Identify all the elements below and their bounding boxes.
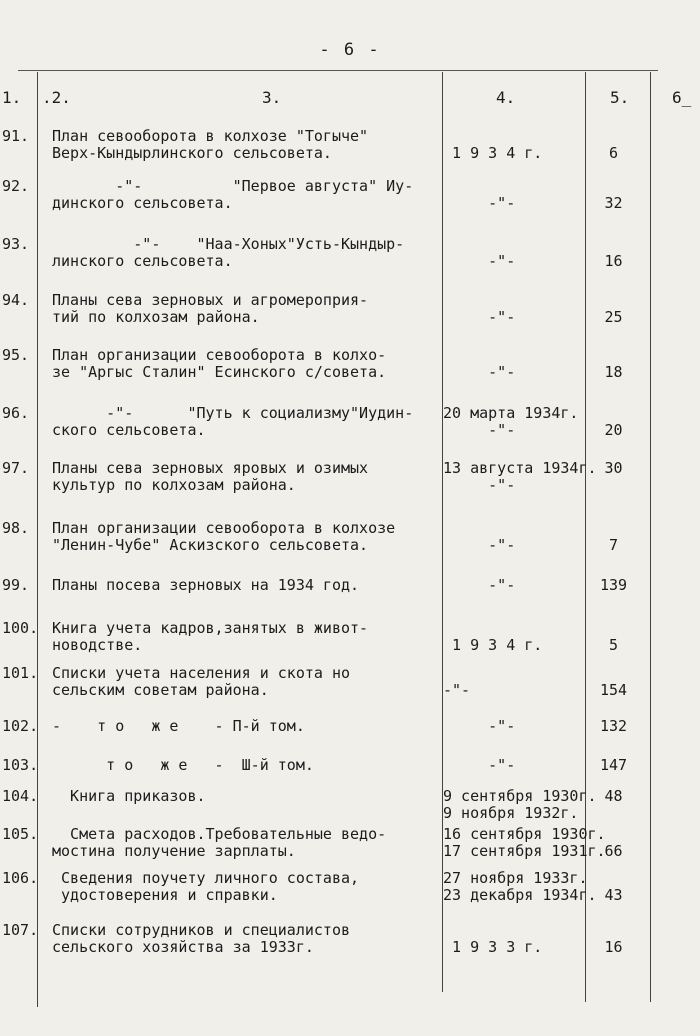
row-description: -"- "Первое августа" Иу- динского сельсовета. xyxy=(52,177,414,212)
row-description: Смета расходов.Требовательные ведо- мостина получение зарплаты. xyxy=(52,825,387,860)
row-number: 98. xyxy=(2,519,30,537)
row-pages: 16 xyxy=(604,938,623,956)
row-pages: 6 xyxy=(608,144,619,162)
row-date: -"- xyxy=(488,536,516,554)
header-col-3: 3. xyxy=(262,88,282,107)
row-description: План организации севооборота в колхо- зе "Аргыс Сталин" Есинского с/совета. xyxy=(52,346,387,381)
row-number: 103. xyxy=(2,756,39,774)
row-date: 16 сентября 1930г. 17 сентября 1931г. xyxy=(443,825,606,860)
row-description: Планы сева зерновых и агромероприя- тий по колхозам района. xyxy=(52,291,369,326)
row-pages: 147 xyxy=(599,756,628,774)
row-date: 1 9 3 4 г. xyxy=(452,636,543,654)
row-date: -"- xyxy=(443,717,516,735)
row-number: 100. xyxy=(2,619,39,637)
row-number: 95. xyxy=(2,346,30,364)
header-col-2: .2. xyxy=(42,88,71,107)
row-date: -"- xyxy=(488,363,516,381)
row-number: 104. xyxy=(2,787,39,805)
header-col-6: 6_ xyxy=(672,88,692,107)
row-pages: 20 xyxy=(604,421,623,439)
header-col-1: 1. xyxy=(2,88,22,107)
row-pages: 139 xyxy=(599,576,628,594)
row-number: 106. xyxy=(2,869,39,887)
row-pages: 48 xyxy=(604,787,623,805)
row-date: -"- xyxy=(443,576,516,594)
row-date: 13 августа 1934г. -"- xyxy=(443,459,597,494)
row-pages: 25 xyxy=(604,308,623,326)
row-description: -"- "Путь к социализму"Иудин- ского сельсовета. xyxy=(52,404,414,439)
row-number: 107. xyxy=(2,921,39,939)
row-description: т о ж е - Ш-й том. xyxy=(52,756,314,774)
row-pages: 66 xyxy=(604,842,623,860)
row-date: -"- xyxy=(443,756,516,774)
row-date: 9 сентября 1930г. 9 ноября 1932г. xyxy=(443,787,597,822)
row-number: 91. xyxy=(2,127,30,145)
row-pages: 18 xyxy=(604,363,623,381)
row-pages: 5 xyxy=(608,636,619,654)
row-date: 20 марта 1934г. -"- xyxy=(443,404,579,439)
row-pages: 16 xyxy=(604,252,623,270)
row-date: 27 ноября 1933г. 23 декабря 1934г. xyxy=(443,869,597,904)
page-number: - 6 - xyxy=(319,40,381,60)
header-col-4: 4. xyxy=(496,88,516,107)
table-top-rule xyxy=(18,70,658,71)
row-description: План организации севооборота в колхозе "Ленин-Чубе" Аскизского сельсовета. xyxy=(52,519,396,554)
row-date: -"- xyxy=(488,194,516,212)
row-description: Книга учета кадров,занятых в живот- новодстве. xyxy=(52,619,369,654)
column-divider xyxy=(650,72,651,1002)
row-number: 105. xyxy=(2,825,39,843)
row-date: -"- xyxy=(488,308,516,326)
row-date: -"- xyxy=(443,681,471,699)
row-number: 92. xyxy=(2,177,30,195)
row-number: 93. xyxy=(2,235,30,253)
row-description: Списки сотрудников и специалистов сельского хозяйства за 1933г. xyxy=(52,921,351,956)
row-number: 97. xyxy=(2,459,30,477)
row-pages: 32 xyxy=(604,194,623,212)
row-date: -"- xyxy=(488,252,516,270)
row-description: План севооборота в колхозе "Тогыче" Верх-Кындырлинского сельсовета. xyxy=(52,127,369,162)
row-number: 96. xyxy=(2,404,30,422)
row-description: Планы сева зерновых яровых и озимых культур по колхозам района. xyxy=(52,459,369,494)
row-number: 101. xyxy=(2,664,39,682)
header-col-5: 5. xyxy=(610,88,630,107)
row-description: - т о ж е - П-й том. xyxy=(52,717,305,735)
row-description: Планы посева зерновых на 1934 год. xyxy=(52,576,360,594)
row-date: 1 9 3 4 г. xyxy=(452,144,543,162)
row-pages: 154 xyxy=(599,681,628,699)
row-description: Списки учета населения и скота но сельским советам района. xyxy=(52,664,351,699)
row-number: 94. xyxy=(2,291,30,309)
row-description: Сведения поучету личного состава, удостоверения и справки. xyxy=(61,869,360,904)
row-number: 102. xyxy=(2,717,39,735)
row-date: 1 9 3 3 г. xyxy=(452,938,543,956)
row-pages: 7 xyxy=(608,536,619,554)
row-pages: 30 xyxy=(604,459,623,477)
row-number: 99. xyxy=(2,576,30,594)
row-pages: 43 xyxy=(604,886,623,904)
column-divider xyxy=(37,72,38,1007)
row-description: -"- "Наа-Хоных"Усть-Кындыр- линского сельсовета. xyxy=(52,235,405,270)
row-description: Книга приказов. xyxy=(52,787,206,805)
row-pages: 132 xyxy=(599,717,628,735)
